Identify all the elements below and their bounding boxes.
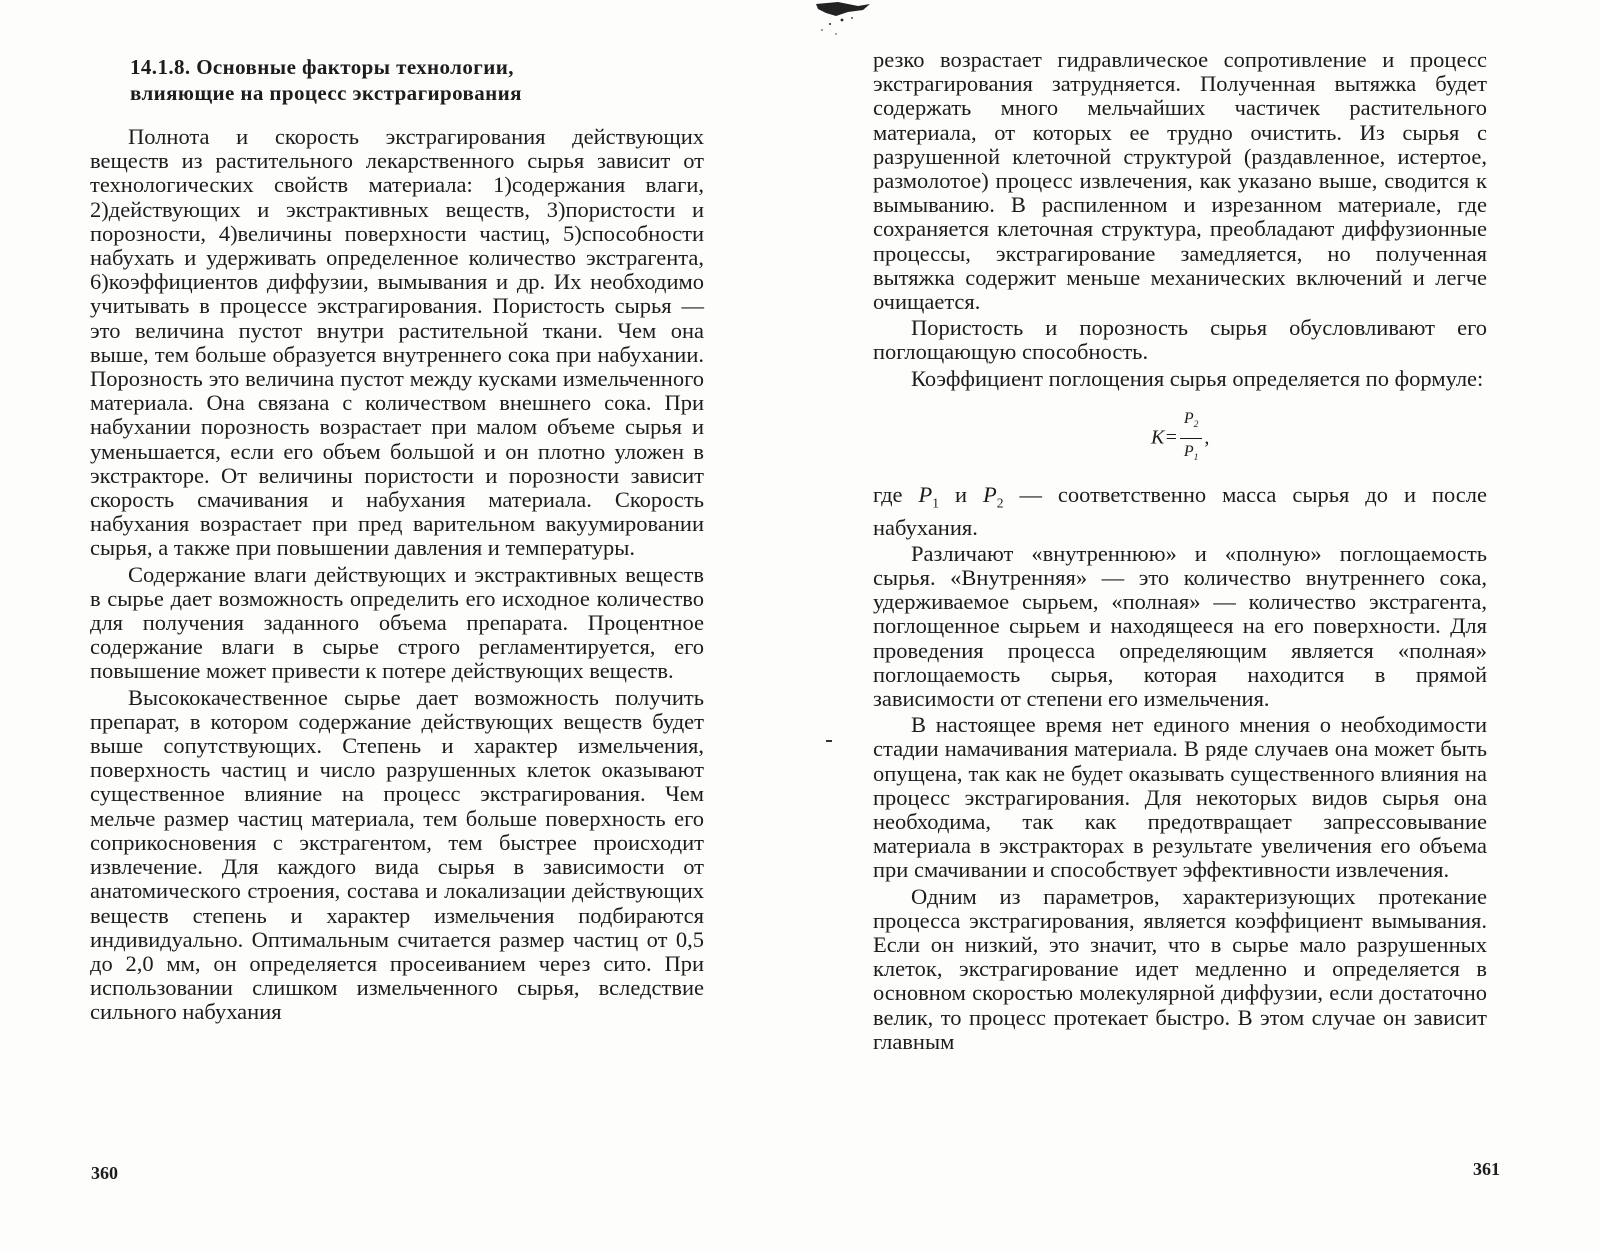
paragraph: Высококачественное сырье дает возможность получить препарат, в котором содержание действующих веществ будет выше сопутствующих. Степень и характер измельчения, поверхность частиц и число разрушенных клеток оказывают существенное влияние на процесс экстрагирования. Чем мельче размер частиц материала, тем больше поверхность его соприкосновения с экстрагентом, тем быстрее происходит извлечение. Для каждого вида сырья в зависимости от анатомического строения, состава и локализации действующих веществ степень и характер измельчения подбираются индивидуально. Оптимальным считается размер частиц от 0,5 до 2,0 мм, он определяется просеиванием через сито. При использовании слишком измельченного сырья, вследствие сильного набухания	[90, 684, 704, 1025]
paragraph: Одним из параметров, характеризующих протекание процесса экстрагирования, является коэффициент вымывания. Если он низкий, это значит, что в сырье мало разрушенных клеток, экстрагирование идет медленно и определяется в основном скоростью молекулярной диффузии, если достаточно велик, то процесс протекает быстро. В этом случае он зависит главным	[873, 883, 1487, 1054]
left-page	[0, 0, 800, 1251]
formula-numerator	[1180, 407, 1203, 439]
paragraph: В настоящее время нет единого мнения о необходимости стадии намачивания материала. В ряде случаев она может быть опущена, так как не будет оказывать существенного влияния на процесс экстрагирования. Для некоторых видов сырья она необходима, так как предотвращает запрессовывание материала в экстракторах в результате увеличения его объема при смачивании и способствует эффективности извлечения.	[873, 712, 1487, 883]
where-middle: и	[939, 481, 983, 507]
formula-expression	[1151, 407, 1209, 471]
paragraph: Пористость и порозность сырья обусловливают его поглощающую способность.	[873, 315, 1487, 365]
right-page-body	[873, 48, 1487, 1054]
where-var-2: P	[982, 481, 997, 507]
paragraph: Содержание влаги действующих и экстрактивных веществ в сырье дает возможность определить его исходное количество для получения заданного объема препарата. Процентное содержание влаги в сырье строго регламентируется, его повышение может привести к потере действующих веществ.	[90, 561, 704, 684]
formula-lhs: K=	[1151, 426, 1178, 449]
paragraph: Различают «внутреннюю» и «полную» поглощаемость сырья. «Внутренняя» — это количество внутреннего сока, удерживаемое сырьем, «полная» — количество экстрагента, поглощенное сырьем и находящееся на его поверхности. Для проведения процесса определяющим является «полная» поглощаемость сырья, которая находится в прямой зависимости от степени его измельчения.	[873, 540, 1487, 711]
formula-explanation	[873, 483, 1487, 540]
paragraph: резко возрастает гидравлическое сопротивление и процесс экстрагирования затрудняется. Полученная вытяжка будет содержать много мельчайших частичек растительного материала, от которых ее трудно очистить. Из сырья с разрушенной клеточной структурой (раздавленное, истертое, размолотое) процесс извлечения, как указано выше, сводится к вымыванию. В распиленном и изрезанном материале, где сохраняется клеточная структура, преобладают диффузионные процессы, экстрагирование замедляется, но полученная вытяжка содержит меньше механических включений и легче очищается.	[873, 47, 1487, 315]
page-number: 361	[1473, 1159, 1500, 1179]
where-sub-1: 1	[932, 495, 940, 511]
section-heading	[130, 54, 522, 106]
denominator-var: P	[1183, 443, 1194, 461]
formula-fraction	[1180, 407, 1203, 471]
where-prefix: где	[873, 481, 919, 507]
absorption-coefficient-formula	[873, 401, 1487, 479]
numerator-sub: 2	[1193, 419, 1199, 431]
where-var-1: P	[918, 481, 933, 507]
right-page	[800, 0, 1601, 1251]
section-heading-line-2: влияющие на процесс экстрагирования	[130, 81, 522, 105]
paragraph: Полнота и скорость экстрагирования действующих веществ из растительного лекарственного сырья зависит от технологических свойств материала: 1)содержания влаги, 2)действующих и экстрактивных веществ, 3)пористости и порозности, 4)величины поверхности частиц, 5)способности набухать и удерживать определенное количество экстрагента, 6)коэффициентов диффузии, вымывания и др. Их необходимо учитывать в процессе экстрагирования. Пористость сырья — это величина пустот внутри растительной ткани. Чем она выше, тем больше образуется внутреннего сока при набухании. Порозность это величина пустот между кусками измельченного материала. Она связана с количеством внешнего сока. При набухании порозность возрастает при малом объеме сырья и уменьшается, если его объем большой и он плотно уложен в экстракторе. От величины пористости и порозности зависит скорость смачивания и набухания материала. Скорость набухания возрастает при пред варительном вакуумировании сырья, а также при повышении давления и температуры.	[90, 124, 704, 561]
paragraph: Коэффициент поглощения сырья определяется по формуле:	[911, 365, 1484, 391]
section-heading-line-1: 14.1.8. Основные факторы технологии,	[130, 55, 514, 79]
left-page-body	[90, 125, 704, 1025]
formula-trailing: ,	[1204, 426, 1210, 449]
where-sub-2: 2	[996, 495, 1004, 511]
where-suffix: — соответственно масса сырья до и после набухания.	[873, 481, 1487, 540]
page-number: 360	[91, 1163, 118, 1183]
formula-denominator	[1180, 439, 1203, 470]
denominator-sub: 1	[1193, 452, 1199, 464]
numerator-var: P	[1183, 409, 1194, 427]
